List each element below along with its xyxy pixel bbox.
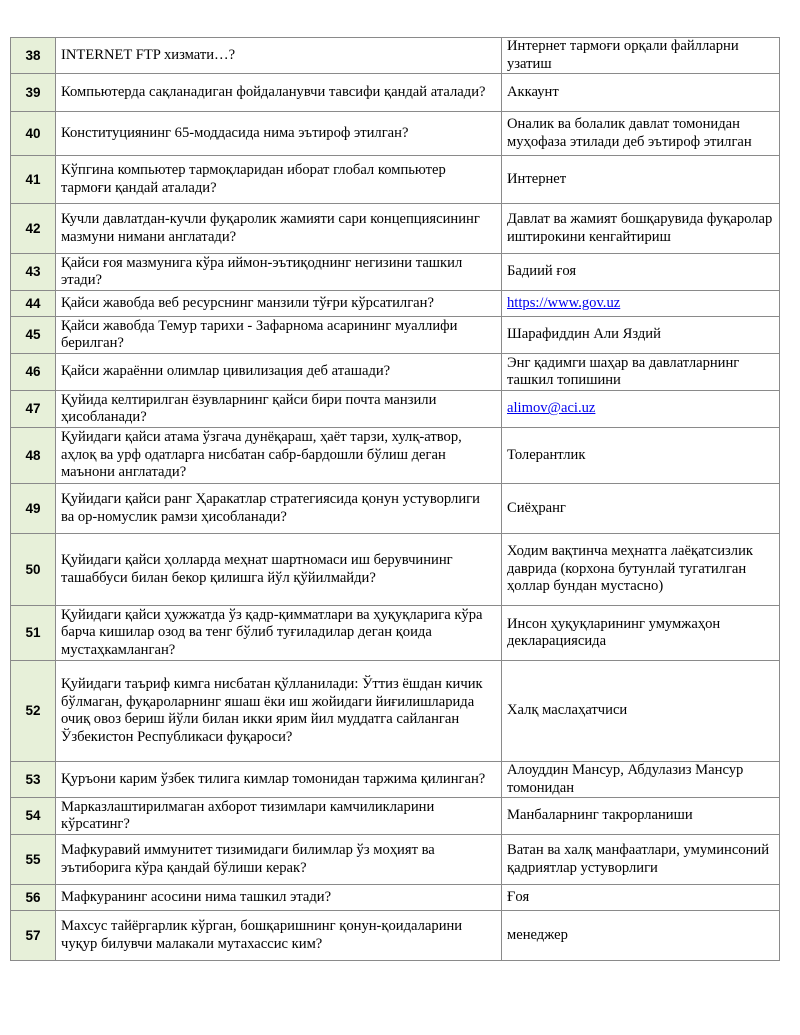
question-cell: Компьютерда сақланадиган фойдаланувчи тавсифи қандай аталади? (56, 74, 502, 112)
question-cell: Махсус тайёргарлик кўрган, бошқаришнинг қонун-қоидаларини чуқур билувчи малакали мутахассис ким? (56, 911, 502, 961)
table-row (11, 291, 780, 317)
question-cell: Қайси жавобда веб ресурснинг манзили тўғри кўрсатилган? (56, 291, 502, 317)
row-number: 41 (11, 156, 56, 204)
row-number: 45 (11, 317, 56, 354)
answer-cell: Энг қадимги шаҳар ва давлатларнинг ташкил топишини (502, 354, 780, 391)
row-number: 51 (11, 606, 56, 661)
question-cell: Қуйидаги қайси ҳолларда меҳнат шартномаси иш берувчининг ташаббуси билан бекор қилишга йўл қўйилмайди? (56, 534, 502, 606)
table-row (11, 354, 780, 391)
row-number: 46 (11, 354, 56, 391)
question-cell: Кўпгина компьютер тармоқларидан иборат глобал компьютер тармоғи қандай аталади? (56, 156, 502, 204)
row-number: 40 (11, 112, 56, 156)
answer-cell (502, 391, 780, 428)
table-row (11, 112, 780, 156)
answer-cell: Ватан ва халқ манфаатлари, умуминсоний қадриятлар устуворлиги (502, 835, 780, 885)
answer-cell: Толерантлик (502, 428, 780, 484)
table-row (11, 38, 780, 74)
row-number: 56 (11, 885, 56, 911)
table-row (11, 254, 780, 291)
answer-cell (502, 291, 780, 317)
question-cell: Қайси ғоя мазмунига кўра иймон-эътиқоднинг негизини ташкил этади? (56, 254, 502, 291)
row-number: 55 (11, 835, 56, 885)
table-row (11, 391, 780, 428)
answer-cell: Аккаунт (502, 74, 780, 112)
row-number: 52 (11, 661, 56, 762)
table-row (11, 606, 780, 661)
answer-cell: Оналик ва болалик давлат томонидан муҳофаза этилади деб эътироф этилган (502, 112, 780, 156)
table-row (11, 156, 780, 204)
answer-cell: Ғоя (502, 885, 780, 911)
question-cell: Қуйидаги қайси ҳужжатда ўз қадр-қимматлари ва ҳуқуқларига кўра барча кишилар озод ва тенг бўлиб туғиладилар деган қоида мустаҳкамланган? (56, 606, 502, 661)
email-link[interactable]: alimov@aci.uz (507, 400, 596, 417)
question-cell: Қуйидаги қайси ранг Ҳаракатлар стратегиясида қонун устуворлиги ва ор-номуслик рамзи ҳисобланади? (56, 484, 502, 534)
question-cell: Қайси жараённи олимлар цивилизация деб аташади? (56, 354, 502, 391)
answer-cell: Халқ маслаҳатчиси (502, 661, 780, 762)
question-cell: Қайси жавобда Темур тарихи - Зафарнома асарининг муаллифи берилган? (56, 317, 502, 354)
qa-table (10, 37, 780, 961)
answer-cell: Шарафиддин Али Яздий (502, 317, 780, 354)
row-number: 54 (11, 798, 56, 835)
table-row (11, 317, 780, 354)
row-number: 47 (11, 391, 56, 428)
table-row (11, 661, 780, 762)
answer-cell: Бадиий ғоя (502, 254, 780, 291)
answer-cell: менеджер (502, 911, 780, 961)
table-row (11, 74, 780, 112)
question-cell: Мафкуранинг асосини нима ташкил этади? (56, 885, 502, 911)
row-number: 48 (11, 428, 56, 484)
row-number: 39 (11, 74, 56, 112)
row-number: 42 (11, 204, 56, 254)
question-cell: Қуйида келтирилган ёзувларнинг қайси бири почта манзили ҳисобланади? (56, 391, 502, 428)
question-cell: Қуръони карим ўзбек тилига кимлар томонидан таржима қилинган? (56, 762, 502, 798)
question-cell: Мафкуравий иммунитет тизимидаги билимлар ўз моҳият ва эътиборига кўра қандай бўлиши керак? (56, 835, 502, 885)
row-number: 43 (11, 254, 56, 291)
answer-cell: Давлат ва жамият бошқарувида фуқаролар иштирокини кенгайтириш (502, 204, 780, 254)
row-number: 50 (11, 534, 56, 606)
answer-cell: Алоуддин Мансур, Абдулазиз Мансур томонидан (502, 762, 780, 798)
question-cell: Қуйидаги қайси атама ўзгача дунёқараш, ҳаёт тарзи, хулқ-атвор, аҳлоқ ва урф одатларга нисбатан сабр-бардошли бўлиш деган маънони англатади? (56, 428, 502, 484)
table-row (11, 835, 780, 885)
question-cell: Конституциянинг 65-моддасида нима эътироф этилган? (56, 112, 502, 156)
answer-cell: Инсон ҳуқуқларининг умумжаҳон декларациясида (502, 606, 780, 661)
question-cell: Кучли давлатдан-кучли фуқаролик жамияти сари концепциясининг мазмуни нимани англатади? (56, 204, 502, 254)
question-cell: INTERNET FTP хизмати…? (56, 38, 502, 74)
table-row (11, 534, 780, 606)
question-cell: Марказлаштирилмаган ахборот тизимлари камчиликларини кўрсатинг? (56, 798, 502, 835)
answer-cell: Сиёҳранг (502, 484, 780, 534)
table-row (11, 484, 780, 534)
row-number: 53 (11, 762, 56, 798)
row-number: 44 (11, 291, 56, 317)
table-row (11, 798, 780, 835)
table-row (11, 762, 780, 798)
table-row (11, 911, 780, 961)
website-link[interactable]: https://www.gov.uz (507, 294, 621, 311)
table-row (11, 204, 780, 254)
question-cell: Қуйидаги таъриф кимга нисбатан қўлланилади: Ўттиз ёшдан кичик бўлмаган, фуқароларнинг яшаш ёки иш жойидаги йиғилишларида очиқ овоз бериш йўли билан икки ярим йил муддатга сайланган Ўзбекистон Республикаси фуқароси? (56, 661, 502, 762)
row-number: 49 (11, 484, 56, 534)
table-row (11, 428, 780, 484)
row-number: 38 (11, 38, 56, 74)
row-number: 57 (11, 911, 56, 961)
answer-cell: Манбаларнинг такрорланиши (502, 798, 780, 835)
table-row (11, 885, 780, 911)
answer-cell: Интернет (502, 156, 780, 204)
answer-cell: Интернет тармоғи орқали файлларни узатиш (502, 38, 780, 74)
answer-cell: Ходим вақтинча меҳнатга лаёқатсизлик даврида (корхона бутунлай тугатилган ҳоллар бундан мустасно) (502, 534, 780, 606)
